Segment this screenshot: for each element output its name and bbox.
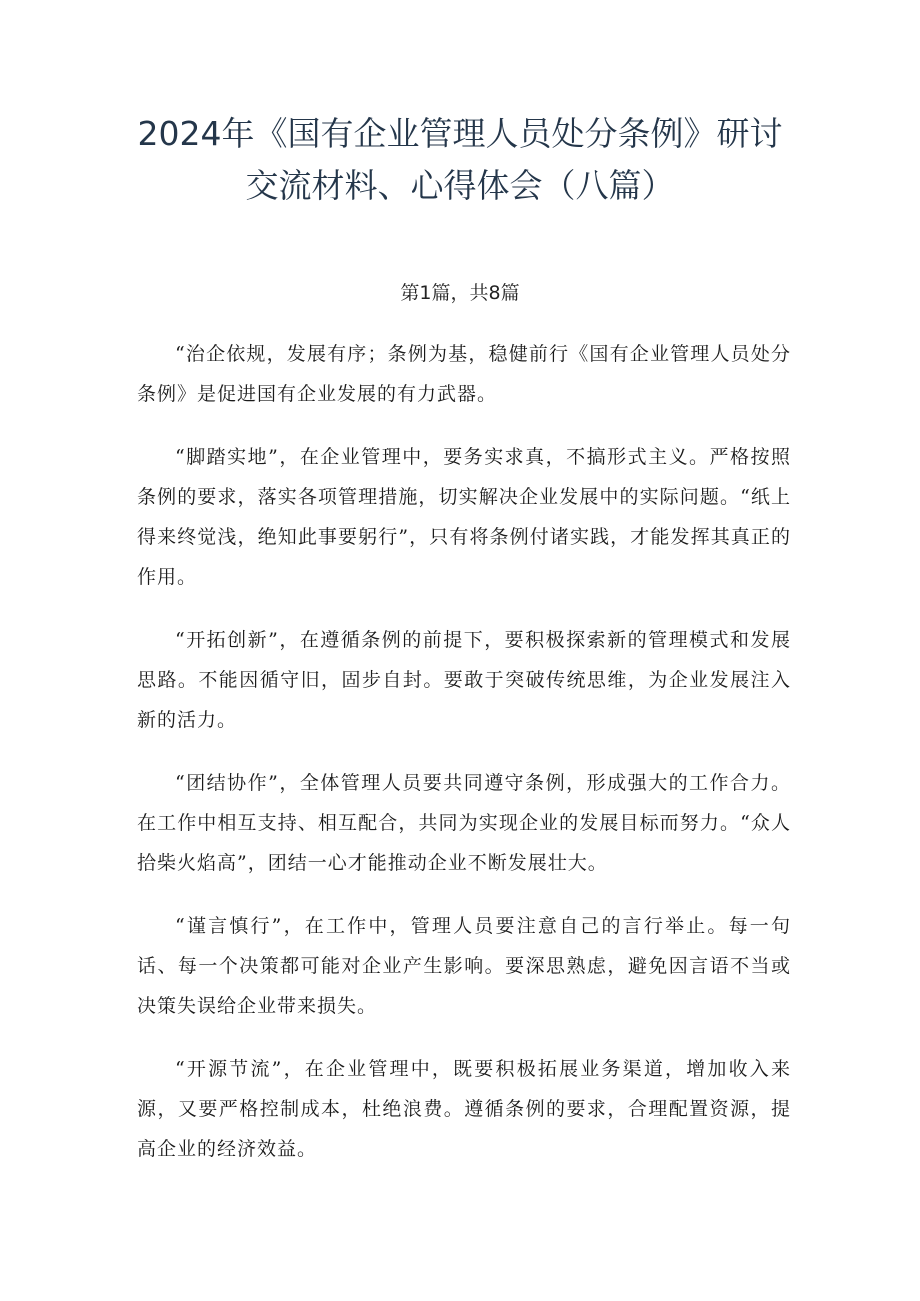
document-title: 2024年《国有企业管理人员处分条例》研讨交流材料、心得体会（八篇） <box>137 114 783 205</box>
paragraph: “开源节流”，在企业管理中，既要积极拓展业务渠道，增加收入来源，又要严格控制成本，杜绝浪费。遵循条例的要求，合理配置资源，提高企业的经济效益。 <box>137 1058 791 1160</box>
paragraph: “开拓创新”，在遵循条例的前提下，要积极探索新的管理模式和发展思路。不能因循守旧，固步自封。要敢于突破传统思维，为企业发展注入新的活力。 <box>137 629 791 731</box>
section-label: 第1篇，共8篇 <box>400 282 520 304</box>
paragraph: “谨言慎行”，在工作中，管理人员要注意自己的言行举止。每一句话、每一个决策都可能对企业产生影响。要深思熟虑，避免因言语不当或决策失误给企业带来损失。 <box>137 915 791 1017</box>
paragraph: “脚踏实地”，在企业管理中，要务实求真，不搞形式主义。严格按照条例的要求，落实各项管理措施，切实解决企业发展中的实际问题。“纸上得来终觉浅，绝知此事要躬行”，只有将条例付诸实践，才能发挥其真正的作用。 <box>137 446 791 588</box>
document-body <box>137 334 791 1192</box>
paragraph: “团结协作”，全体管理人员要共同遵守条例，形成强大的工作合力。在工作中相互支持、相互配合，共同为实现企业的发展目标而努力。“众人拾柴火焰高”，团结一心才能推动企业不断发展壮大。 <box>137 772 791 874</box>
paragraph: “治企依规，发展有序；条例为基，稳健前行《国有企业管理人员处分条例》是促进国有企业发展的有力武器。 <box>137 343 791 405</box>
